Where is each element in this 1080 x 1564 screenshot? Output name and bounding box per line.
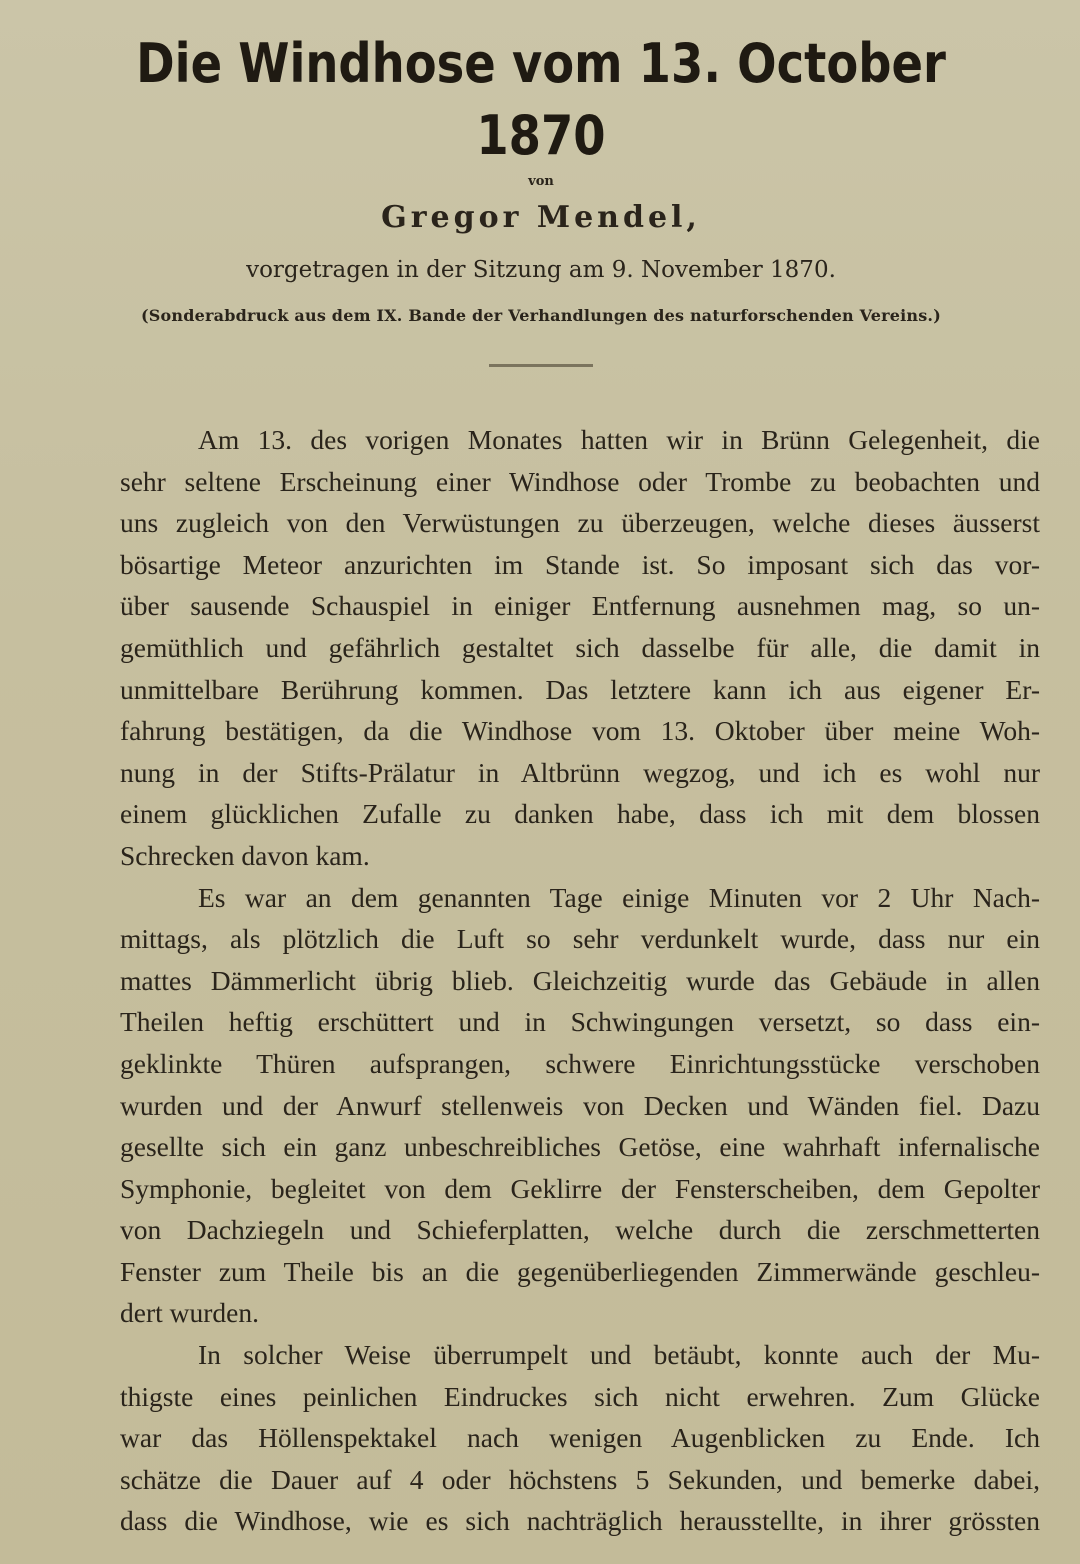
lecture-note: vorgetragen in der Sitzung am 9. November 1870. <box>246 257 836 283</box>
text-line: unmittelbare Berührung kommen. Das letztere kann ich aus eigener Er- <box>120 673 1040 705</box>
text-line: gesellte sich ein ganz unbeschreibliches Getöse, eine wahrhaft infernalische <box>120 1131 1040 1163</box>
text-line: Fenster zum Theile bis an die gegenüberliegenden Zimmerwände geschleu- <box>120 1255 1040 1287</box>
text-line: In solcher Weise überrumpelt und betäubt, konnte auch der Mu- <box>198 1339 1040 1371</box>
text-line: Es war an dem genannten Tage einige Minuten vor 2 Uhr Nach- <box>198 881 1040 913</box>
text-line: fahrung bestätigen, da die Windhose vom 13. Oktober über meine Woh- <box>120 715 1040 747</box>
text-line: thigste eines peinlichen Eindruckes sich nicht erwehren. Zum Glücke <box>120 1380 1040 1412</box>
text-line: von Dachziegeln und Schieferplatten, welche durch die zerschmetterten <box>120 1214 1040 1246</box>
text-line: Symphonie, begleitet von dem Geklirre der Fensterscheiben, dem Gepolter <box>120 1172 1040 1204</box>
text-line: einem glücklichen Zufalle zu danken habe, dass ich mit dem blossen <box>120 798 1040 830</box>
text-line: sehr seltene Erscheinung einer Windhose oder Trombe zu beobachten und <box>120 465 1040 497</box>
text-line: Theilen heftig erschüttert und in Schwingungen versetzt, so dass ein- <box>120 1006 1040 1038</box>
text-line: Am 13. des vorigen Monates hatten wir in Brünn Gelegenheit, die <box>198 424 1040 455</box>
text-line: gemüthlich und gefährlich gestaltet sich dasselbe für alle, die damit in <box>120 631 1040 663</box>
text-line: dass die Windhose, wie es sich nachträglich herausstellte, in ihrer grössten <box>120 1505 1040 1537</box>
offprint-note: (Sonderabdruck aus dem IX. Bande der Verhandlungen des naturforschenden Vereins.) <box>141 306 941 325</box>
text-line: schätze die Dauer auf 4 oder höchstens 5 Sekunden, und bemerke dabei, <box>120 1463 1040 1495</box>
divider-rule <box>489 364 593 367</box>
text-line: uns zugleich von den Verwüstungen zu überzeugen, welche dieses äusserst <box>120 507 1040 539</box>
article-title: Die Windhose vom 13. October 1870 <box>136 32 946 167</box>
text-line: wurden und der Anwurf stellenweis von Decken und Wänden fiel. Dazu <box>120 1089 1040 1121</box>
text-line: mittags, als plötzlich die Luft so sehr verdunkelt wurde, dass nur ein <box>120 923 1040 955</box>
text-line: Schrecken davon kam. <box>120 839 370 871</box>
author-name: Gregor Mendel, <box>381 200 701 235</box>
paragraph-2 <box>42 877 1040 1335</box>
text-line: bösartige Meteor anzurichten im Stande ist. So imposant sich das vor- <box>120 548 1040 580</box>
paragraph-3 <box>42 1334 1040 1542</box>
text-line: nung in der Stifts-Prälatur in Altbrünn wegzog, und ich es wohl nur <box>120 756 1040 788</box>
text-line: geklinkte Thüren aufsprangen, schwere Einrichtungsstücke verschoben <box>120 1047 1040 1079</box>
text-line: war das Höllenspektakel nach wenigen Augenblicken zu Ende. Ich <box>120 1422 1040 1454</box>
text-line: mattes Dämmerlicht übrig blieb. Gleichzeitig wurde das Gebäude in allen <box>120 964 1040 996</box>
article-body <box>42 419 1040 1542</box>
text-line: dert wurden. <box>120 1297 259 1329</box>
paragraph-1 <box>42 419 1040 877</box>
byline-von: von <box>528 174 554 189</box>
text-line: über sausende Schauspiel in einiger Entfernung ausnehmen mag, so un- <box>120 590 1040 622</box>
